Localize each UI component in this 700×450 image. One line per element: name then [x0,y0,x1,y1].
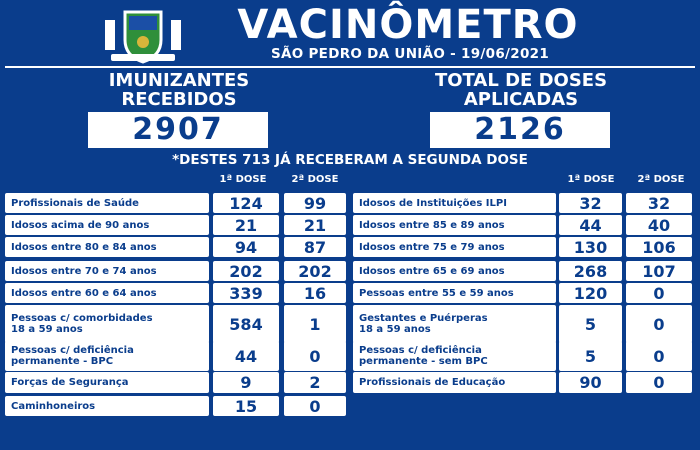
row-label-line1: Forças de Segurança [11,377,129,388]
row-dose1-value: 124 [213,193,279,213]
row-dose2-value: 2 [284,372,346,393]
row-label-line1: Idosos entre 60 e 64 anos [11,287,157,299]
row-label [5,305,209,343]
row-label-line1: Caminhoneiros [11,400,96,412]
row-label [353,193,556,213]
row-label-line1: Idosos acima de 90 anos [11,219,150,231]
row-label-line1: Idosos entre 80 e 84 anos [11,241,157,253]
row-label-line1: Pessoas c/ comorbidades [11,313,153,324]
row-label [5,215,209,235]
row-dose2-value: 202 [284,261,346,281]
row-dose1-value: 584 [213,305,279,343]
row-dose2-value: 0 [626,341,692,371]
row-dose2-value: 0 [626,305,692,343]
received-heading: IMUNIZANTES RECEBIDOS [108,70,250,110]
row-label [5,372,209,393]
row-label [353,283,556,303]
row-label [5,341,209,371]
row-dose2-value: 87 [284,237,346,257]
row-label-line1: Pessoas c/ deficiência [11,345,134,356]
row-dose1-value: 5 [559,305,622,343]
row-label-line1: Gestantes e Puérperas [359,313,488,324]
row-dose1-value: 9 [213,372,279,393]
row-dose1-value: 94 [213,237,279,257]
row-dose1-value: 44 [213,341,279,371]
row-label [5,261,209,281]
row-dose1-value: 130 [559,237,622,257]
row-dose2-value: 16 [284,283,346,303]
row-label-line2: 18 a 59 anos [359,324,431,335]
row-label-line2: 18 a 59 anos [11,324,83,335]
row-dose2-value: 1 [284,305,346,343]
row-dose2-value: 0 [284,341,346,371]
right-dose1-header: 1ª DOSE [567,174,615,185]
row-dose1-value: 21 [213,215,279,235]
row-dose2-value: 106 [626,237,692,257]
row-dose2-value: 32 [626,193,692,213]
applied-heading: TOTAL DE DOSES APLICADAS [434,70,608,110]
row-label [353,372,556,393]
row-label-line1: Profissionais de Saúde [11,197,139,209]
municipal-crest-icon [103,6,183,64]
row-dose1-value: 5 [559,341,622,371]
row-label-line1: Profissionais de Educação [359,377,506,388]
row-dose2-value: 21 [284,215,346,235]
row-label-line1: Idosos entre 70 e 74 anos [11,265,157,277]
row-dose1-value: 90 [559,372,622,393]
row-dose1-value: 268 [559,261,622,281]
page-title: VACINÔMETRO [237,2,579,48]
row-label [5,193,209,213]
row-label-line1: Pessoas c/ deficiência [359,345,482,356]
left-dose2-header: 2ª DOSE [291,174,339,185]
row-dose1-value: 339 [213,283,279,303]
row-dose2-value: 0 [284,396,346,416]
page-subtitle: SÃO PEDRO DA UNIÃO - 19/06/2021 [270,46,550,62]
row-dose2-value: 107 [626,261,692,281]
row-label [5,237,209,257]
row-dose1-value: 120 [559,283,622,303]
row-dose2-value: 99 [284,193,346,213]
second-dose-note: *DESTES 713 JÁ RECEBERAM A SEGUNDA DOSE [172,152,528,168]
row-label-line1: Idosos entre 75 e 79 anos [359,241,505,253]
row-label-line2: permanente - BPC [11,356,114,367]
left-dose1-header: 1ª DOSE [219,174,267,185]
row-label [5,283,209,303]
row-dose2-value: 40 [626,215,692,235]
row-label-line2: permanente - sem BPC [359,356,488,367]
row-label [5,396,209,416]
row-dose2-value: 0 [626,372,692,393]
row-label [353,305,556,343]
row-label [353,261,556,281]
row-label-line1: Idosos de Instituições ILPI [359,197,507,209]
row-label-line1: Idosos entre 65 e 69 anos [359,265,505,277]
row-label-line1: Pessoas entre 55 e 59 anos [359,287,514,299]
right-dose2-header: 2ª DOSE [637,174,685,185]
header-divider [5,66,695,68]
received-value: 2907 [88,112,268,148]
row-label-line1: Idosos entre 85 e 89 anos [359,219,505,231]
row-dose1-value: 202 [213,261,279,281]
row-label [353,215,556,235]
row-label [353,341,556,371]
row-dose1-value: 15 [213,396,279,416]
row-dose2-value: 0 [626,283,692,303]
row-dose1-value: 32 [559,193,622,213]
row-label [353,237,556,257]
row-dose1-value: 44 [559,215,622,235]
applied-value: 2126 [430,112,610,148]
